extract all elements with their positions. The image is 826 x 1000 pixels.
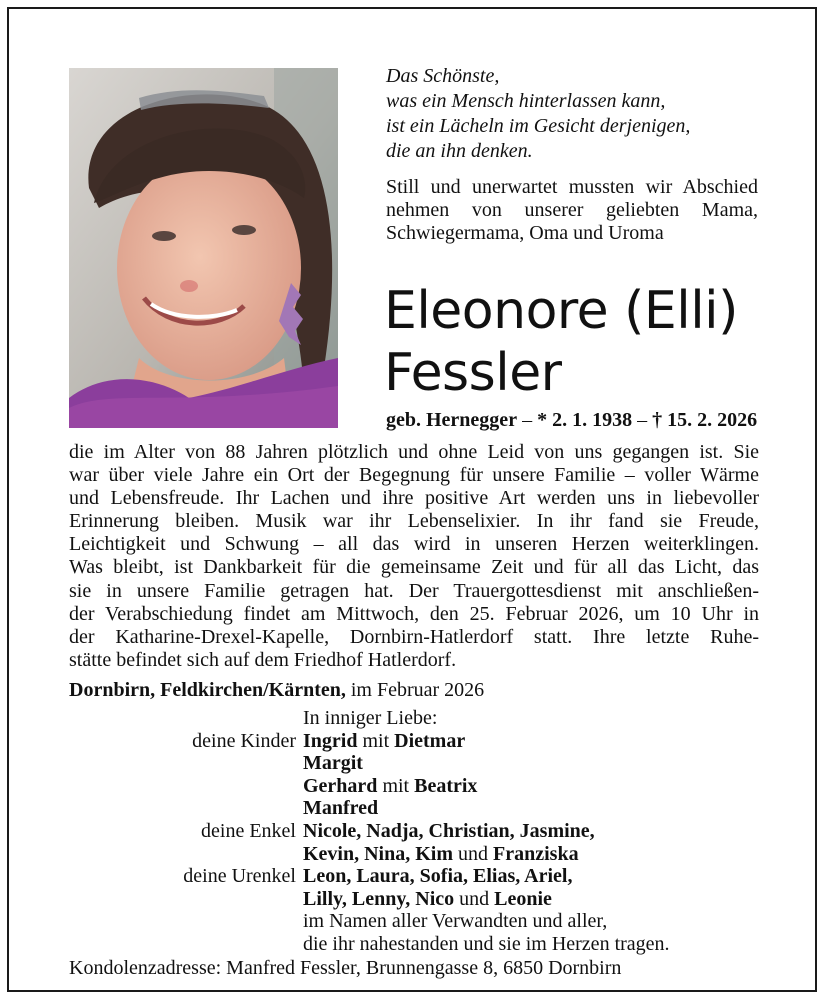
name-first: Eleonore (Elli) [384, 281, 738, 341]
body-line: stätte befindet sich auf dem Friedhof Hatlerdorf. [69, 648, 457, 671]
conjunction: mit [357, 729, 395, 752]
signature-names [303, 865, 572, 888]
signature-row [69, 843, 769, 866]
signature-label [69, 843, 303, 866]
body-line: und Lebensfreude. Ihr Lachen und ihre positive Art werden uns in liebevoller [69, 487, 759, 510]
signature-row [69, 888, 769, 911]
poem-line: ist ein Lächeln im Gesicht derjenigen, [386, 115, 691, 137]
signer-name: Franziska [493, 842, 579, 865]
signer-names: Kevin, Nina, Kim [303, 842, 454, 865]
place-names: Dornbirn, Feldkirchen/Kärnten, [69, 679, 346, 701]
signature-row [69, 933, 769, 956]
signature-label [69, 752, 303, 775]
conjunction: und [454, 887, 495, 910]
month-year: im Februar 2026 [345, 679, 485, 701]
body-line: der Verabschiedung findet am Mittwoch, den 25. Februar 2026, um 10 Uhr in [69, 602, 759, 625]
poem-line: die an ihn denken. [386, 140, 533, 162]
signature-names [303, 797, 378, 820]
signer-names: Nicole, Nadja, Christian, Jasmine, [303, 819, 595, 842]
signer-names: Lilly, Lenny, Nico [303, 887, 455, 910]
signer-name: Ingrid [303, 729, 358, 752]
closing-line: die ihr nahestanden und sie im Herzen tragen. [303, 932, 670, 955]
signature-row [69, 910, 769, 933]
enkel-label: deine Enkel [201, 819, 296, 842]
signature-names [303, 843, 579, 866]
signature-row [69, 707, 769, 730]
signature-names [303, 752, 363, 775]
closing-line: im Namen aller Verwandten und aller, [303, 910, 608, 933]
signature-names [303, 888, 552, 911]
memorial-poem [386, 64, 766, 164]
signature-row [69, 865, 769, 888]
place-and-date [69, 679, 484, 702]
body-line: Was bleibt, ist Dankbarkeit für die gemeinsame Zeit und für all das Licht, das [69, 556, 759, 579]
portrait-photo [69, 68, 338, 428]
signer-name: Dietmar [394, 729, 466, 752]
body-line: der Katharine-Drexel-Kapelle, Dornbirn-Hatlerdorf statt. Ihre letzte Ruhe- [69, 625, 759, 648]
signatures [69, 707, 769, 956]
condolence-address: Kondolenzadresse: Manfred Fessler, Brunnengasse 8, 6850 Dornbirn [69, 957, 622, 979]
death-date: † 15. 2. 2026 [652, 409, 758, 431]
signature-label [69, 797, 303, 820]
body-line: Erinnerung bleiben. Musik war ihr Lebenselixier. In ihr fand sie Freude, [69, 510, 759, 533]
signature-label [69, 910, 303, 933]
life-dates [386, 409, 778, 432]
deceased-name [384, 280, 738, 404]
signature-row [69, 752, 769, 775]
urenkel-label: deine Urenkel [183, 865, 296, 888]
signature-row [69, 730, 769, 753]
signer-name: Margit [303, 752, 363, 775]
signature-row [69, 797, 769, 820]
dash: – [632, 409, 653, 431]
signature-label [69, 775, 303, 798]
body-line: die im Alter von 88 Jahren plötzlich und ohne Leid von uns gegangen ist. Sie [69, 441, 759, 463]
signer-name: Leonie [494, 887, 552, 910]
signature-names [303, 820, 595, 843]
maiden-name: geb. Hernegger [386, 409, 518, 431]
name-last: Fessler [384, 343, 562, 403]
opening-phrase: In inniger Liebe: [303, 707, 438, 729]
body-line: sie in unsere Familie getragen hat. Der Trauergottesdienst mit anschließen- [69, 579, 759, 602]
portrait-image [69, 68, 338, 428]
poem-line: Das Schönste, [386, 65, 500, 87]
signature-label [69, 933, 303, 956]
body-line: war über viele Jahre ein Ort der Begegnung für unsere Familie – voller Wärme [69, 464, 759, 487]
signature-label [69, 707, 303, 730]
signer-name: Beatrix [414, 774, 478, 797]
conjunction: mit [377, 774, 415, 797]
signature-names [303, 775, 477, 798]
birth-date: * 2. 1. 1938 [537, 409, 633, 431]
signer-name: Manfred [303, 797, 379, 820]
signer-names: Leon, Laura, Sofia, Elias, Ariel, [303, 865, 573, 888]
signature-row [69, 775, 769, 798]
obituary-body [69, 441, 759, 672]
conjunction: und [453, 842, 494, 865]
poem-line: was ein Mensch hinterlassen kann, [386, 90, 666, 112]
signature-names [303, 730, 465, 753]
kinder-label: deine Kinder [192, 729, 296, 752]
signature-row [69, 820, 769, 843]
signer-name: Gerhard [303, 774, 378, 797]
body-line: Leichtigkeit und Schwung – all das wird in unseren Herzen weiterklingen. [69, 533, 759, 556]
intro-text: Still und unerwartet mussten wir Abschied nehmen von unserer geliebten Mama, Schwiegermama, Oma und Uroma [386, 176, 758, 244]
dash: – [517, 409, 538, 431]
signature-label [69, 888, 303, 911]
